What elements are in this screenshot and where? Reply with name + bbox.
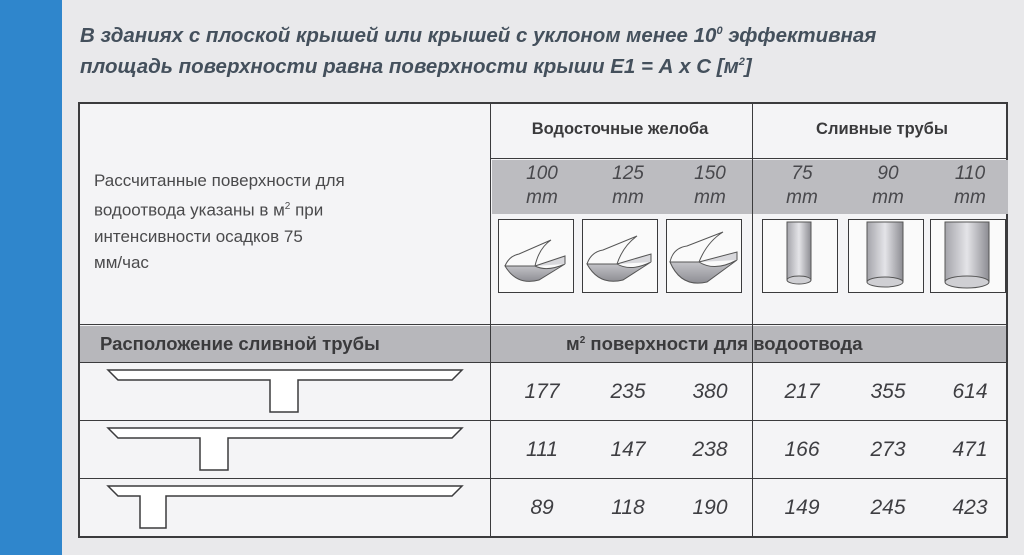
size-unit: mm bbox=[526, 187, 558, 208]
gutter-100-image bbox=[498, 219, 574, 293]
degree-superscript: 0 bbox=[716, 25, 723, 37]
size-value: 100 bbox=[526, 163, 558, 184]
description-line-1: Рассчитанные поверхности для bbox=[94, 171, 345, 190]
area-header-text: поверхности для водоотвода bbox=[585, 333, 863, 354]
value-cell: 166 bbox=[784, 438, 820, 461]
heading-line-1-text: В зданиях с плоской крышей или крышей с уклоном менее 10 bbox=[80, 23, 717, 47]
pipes-group-header: Сливные трубы bbox=[816, 120, 948, 138]
left-accent-bar bbox=[0, 0, 62, 555]
subheader-bottom-line bbox=[80, 362, 1008, 363]
page-heading bbox=[80, 18, 1010, 80]
value-cell: 245 bbox=[870, 496, 906, 519]
pipe-icon bbox=[931, 220, 1004, 291]
heading-line-1-end: эффективная bbox=[722, 23, 877, 47]
value-cell: 190 bbox=[692, 496, 728, 519]
value-cell: 217 bbox=[784, 380, 820, 403]
pipe-110-image bbox=[930, 219, 1006, 293]
area-unit: м bbox=[566, 333, 580, 354]
area-superscript: 2 bbox=[579, 334, 586, 346]
value-cell: 177 bbox=[524, 380, 560, 403]
description-line-4: мм/час bbox=[94, 252, 149, 272]
value-cell: 380 bbox=[692, 380, 728, 403]
size-value: 90 bbox=[877, 163, 899, 184]
value-cell: 235 bbox=[610, 380, 646, 403]
size-unit: mm bbox=[786, 187, 818, 208]
pipe-90-image bbox=[848, 219, 924, 293]
description-line-2-end: при bbox=[290, 200, 324, 220]
pipe-icon bbox=[763, 220, 836, 291]
size-unit: mm bbox=[612, 187, 644, 208]
downpipe-offset-diagram bbox=[100, 424, 470, 474]
gutter-icon bbox=[583, 220, 656, 291]
downpipe-end-diagram bbox=[100, 482, 470, 532]
pipe-75-image bbox=[762, 219, 838, 293]
value-cell: 355 bbox=[870, 380, 906, 403]
table-description bbox=[94, 168, 454, 276]
heading-line-2-text: площадь поверхности равна поверхности крыши Е1 = А х С [м bbox=[80, 54, 739, 78]
drainage-area-header bbox=[566, 333, 863, 355]
description-line-2-text: водоотвода указаны в м bbox=[94, 200, 285, 220]
subheader-top-line bbox=[80, 324, 1008, 325]
drainage-table bbox=[78, 102, 1008, 538]
column-divider-main bbox=[490, 104, 491, 538]
value-cell: 423 bbox=[952, 496, 988, 519]
value-cell: 147 bbox=[610, 438, 646, 461]
description-line-3: интенсивности осадков 75 bbox=[94, 226, 303, 246]
downpipe-position-header: Расположение сливной трубы bbox=[100, 333, 380, 354]
value-cell: 149 bbox=[784, 496, 820, 519]
value-cell: 471 bbox=[952, 438, 988, 461]
value-cell: 614 bbox=[952, 380, 988, 403]
size-gutter-100 bbox=[500, 162, 584, 210]
heading-line-2 bbox=[80, 49, 1010, 80]
heading-line-2-end: ] bbox=[744, 54, 752, 78]
value-cell: 273 bbox=[870, 438, 906, 461]
downpipe-center-diagram bbox=[100, 366, 470, 416]
size-unit: mm bbox=[694, 187, 726, 208]
heading-line-1 bbox=[80, 18, 1010, 49]
size-pipe-75 bbox=[760, 162, 844, 210]
row-divider-1 bbox=[80, 420, 1008, 421]
gutter-125-image bbox=[582, 219, 658, 293]
column-divider-groups bbox=[752, 104, 753, 538]
value-cell: 118 bbox=[611, 496, 645, 519]
size-value: 125 bbox=[612, 163, 644, 184]
square-superscript: 2 bbox=[738, 55, 745, 68]
size-unit: mm bbox=[954, 187, 986, 208]
description-line-2 bbox=[94, 194, 454, 224]
size-value: 110 bbox=[954, 163, 986, 184]
description-superscript: 2 bbox=[284, 201, 291, 212]
gutter-icon bbox=[667, 220, 740, 291]
size-pipe-90 bbox=[846, 162, 930, 210]
pipe-icon bbox=[849, 220, 922, 291]
gutter-150-image bbox=[666, 219, 742, 293]
gutter-icon bbox=[499, 220, 572, 291]
gutters-group-header: Водосточные желоба bbox=[531, 120, 709, 138]
header-divider bbox=[490, 158, 1008, 159]
size-gutter-150 bbox=[668, 162, 752, 210]
value-cell: 111 bbox=[526, 438, 558, 461]
size-value: 75 bbox=[791, 163, 813, 184]
size-pipe-110 bbox=[928, 162, 1012, 210]
row-divider-2 bbox=[80, 478, 1008, 479]
size-unit: mm bbox=[872, 187, 904, 208]
size-gutter-125 bbox=[586, 162, 670, 210]
size-value: 150 bbox=[694, 163, 726, 184]
value-cell: 89 bbox=[530, 496, 554, 519]
value-cell: 238 bbox=[692, 438, 728, 461]
